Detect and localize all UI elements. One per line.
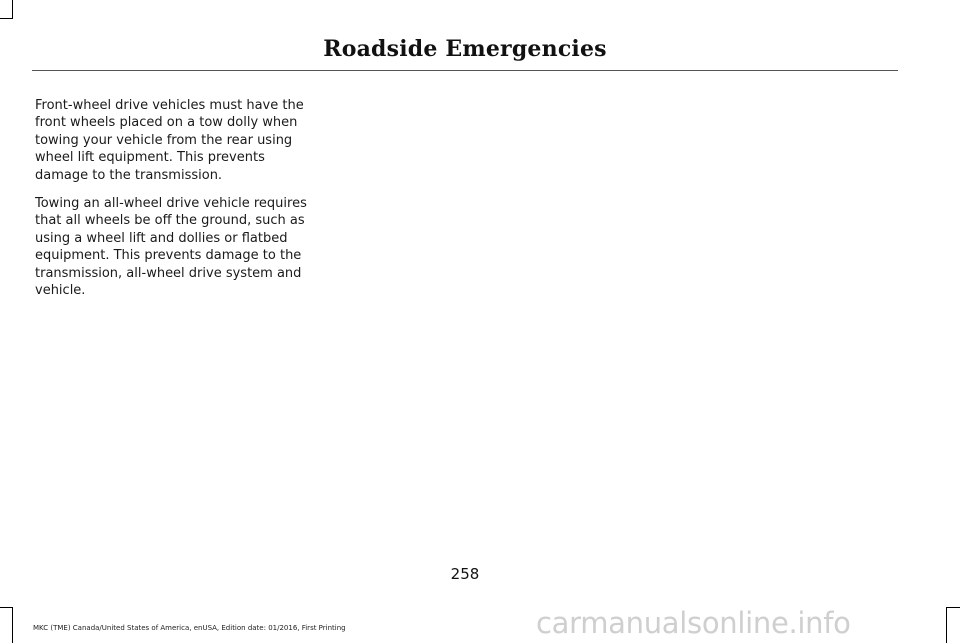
paragraph-all-wheel-drive: Towing an all-wheel drive vehicle requires that all wheels be off the ground, such as using a wheel lift and dollies or flatbed equipment. This prevents damage to the transmission, all-wheel drive system and vehicle. bbox=[35, 196, 307, 299]
page-title: Roadside Emergencies bbox=[323, 36, 607, 62]
watermark-text: carmanualsonline.info bbox=[536, 606, 851, 640]
crop-mark-top-left-vertical bbox=[12, 0, 13, 18]
body-text-column bbox=[35, 97, 307, 310]
paragraph-front-wheel-drive: Front-wheel drive vehicles must have the front wheels placed on a tow dolly when towing your vehicle from the rear using wheel lift equipment. This prevents damage to the transmission. bbox=[35, 98, 304, 183]
crop-mark-bottom-left-vertical bbox=[12, 607, 13, 643]
crop-mark-top-left-horizontal bbox=[0, 18, 13, 19]
title-divider bbox=[32, 70, 898, 71]
edition-footer: MKC (TME) Canada/United States of America, enUSA, Edition date: 01/2016, First Printing bbox=[33, 624, 346, 632]
page-number: 258 bbox=[450, 565, 480, 583]
crop-mark-bottom-left-horizontal bbox=[0, 607, 13, 608]
